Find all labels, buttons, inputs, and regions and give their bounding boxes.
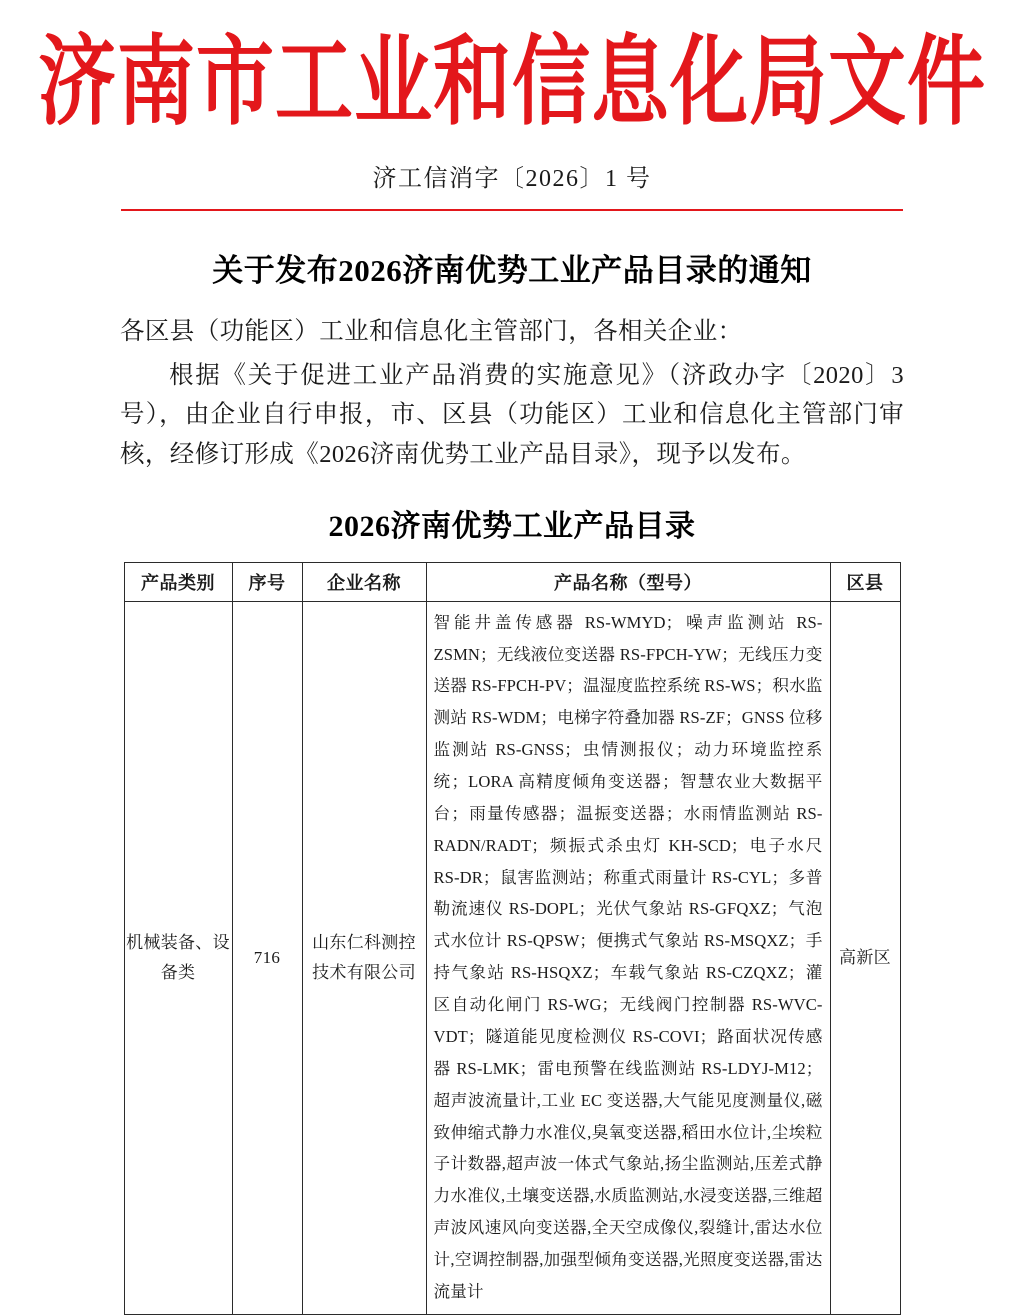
column-header-product: 产品名称（型号）	[426, 562, 830, 601]
column-header-category: 产品类别	[124, 562, 232, 601]
cell-district: 高新区	[830, 601, 900, 1314]
page-title: 关于发布2026济南优势工业产品目录的通知	[212, 253, 812, 288]
cell-product-names: 智能井盖传感器 RS-WMYD；噪声监测站 RS-ZSMN；无线液位变送器 RS-FPCH-YW；无线压力变送器 RS-FPCH-PV；温湿度监控系统 RS-WS；积水监测站 RS-WDM；电梯字符叠加器 RS-ZF；GNSS 位移监测站 RS-GNSS；虫情测报仪；动力环境监控系统；LORA 高精度倾角变送器；智慧农业大数据平台；雨量传感器；温振变送器；水雨情监测站 RS-RADN/RADT；频振式杀虫灯 KH-SCD；电子水尺 RS-DR；鼠害监测站；称重式雨量计 RS-CYL；多普勒流速仪 RS-DOPL；光伏气象站 RS-GFQXZ；气泡式水位计 RS-QPSW；便携式气象站 RS-MSQXZ；手持气象站 RS-HSQXZ；车载气象站 RS-CZQXZ；灌区自动化闸门 RS-WG；无线阀门控制器 RS-WVC-VDT；隧道能见度检测仪 RS-COVI；路面状况传感器 RS-LMK；雷电预警在线监测站 RS-LDYJ-M12；超声波流量计,工业 EC 变送器,大气能见度测量仪,磁致伸缩式静力水准仪,臭氧变送器,稻田水位计,尘埃粒子计数器,超声波一体式气象站,扬尘监测站,压差式静力水准仪,土壤变送器,水质监测站,水浸变送器,三维超声波风速风向变送器,全天空成像仪,裂缝计,雷达水位计,空调控制器,加强型倾角变送器,光照度变送器,雷达流量计	[426, 601, 830, 1314]
catalog-table	[124, 562, 901, 1315]
document-number: 济工信消字〔2026〕1 号	[372, 166, 652, 192]
column-header-index: 序号	[232, 562, 302, 601]
red-divider-rule	[121, 209, 903, 211]
table-header-row	[124, 562, 900, 601]
salutation-line: 各区县（功能区）工业和信息化主管部门，各相关企业：	[120, 318, 743, 345]
cell-index-number: 716	[232, 601, 302, 1314]
document-body	[120, 312, 904, 475]
cell-product-category: 机械装备、设备类	[124, 601, 232, 1314]
column-header-district: 区县	[830, 562, 900, 601]
masthead-title: 济南市工业和信息化局文件	[37, 27, 986, 137]
catalog-title: 2026济南优势工业产品目录	[328, 509, 696, 543]
body-paragraph: 根据《关于促进工业产品消费的实施意见》（济政办字〔2020〕3号），由企业自行申报，市、区县（功能区）工业和信息化主管部门审核，经修订形成《2026济南优势工业产品目录》，现予以发布。	[120, 361, 904, 469]
table-row	[124, 601, 900, 1314]
column-header-company: 企业名称	[302, 562, 426, 601]
masthead	[0, 0, 1024, 211]
cell-company-name: 山东仁科测控技术有限公司	[302, 601, 426, 1314]
